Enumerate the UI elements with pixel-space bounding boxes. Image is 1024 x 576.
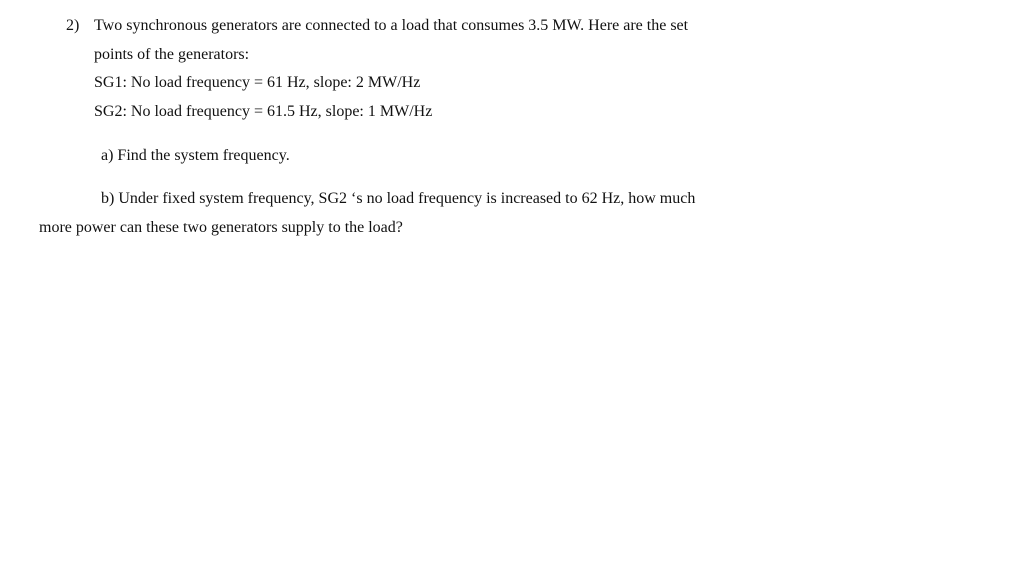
part-b-question-line1: b) Under fixed system frequency, SG2 ‘s no load frequency is increased to 62 Hz, how much [101,190,696,207]
problem-number: 2) [66,17,80,34]
problem-statement-line2: points of the generators: [94,46,250,63]
part-a-question: a) Find the system frequency. [101,147,290,164]
part-b-question-line2: more power can these two generators supply to the load? [39,219,403,236]
generator-sg2-setpoint: SG2: No load frequency = 61.5 Hz, slope: 1 MW/Hz [94,103,433,120]
problem-statement-line1: Two synchronous generators are connected to a load that consumes 3.5 MW. Here are the set [94,17,689,34]
generator-sg1-setpoint: SG1: No load frequency = 61 Hz, slope: 2 MW/Hz [94,74,421,91]
